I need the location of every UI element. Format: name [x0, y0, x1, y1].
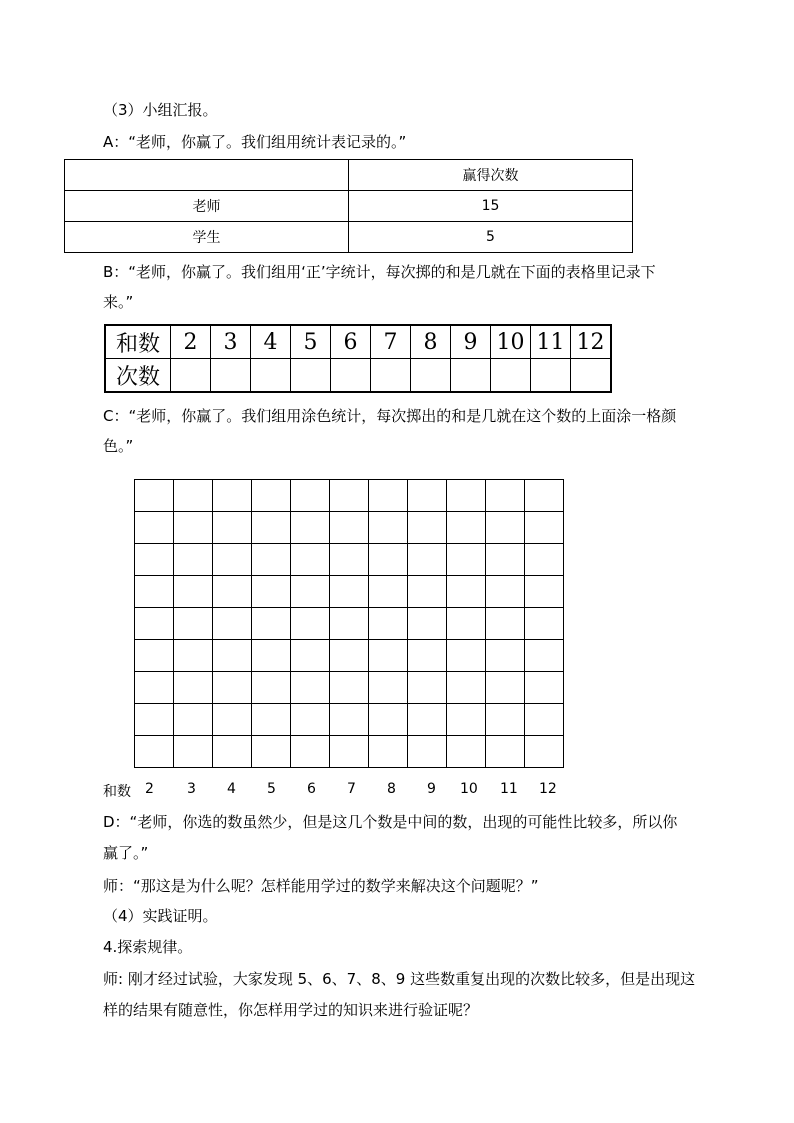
grid-cell — [252, 544, 291, 576]
grid-cell — [447, 672, 486, 704]
row-label: 学生 — [65, 222, 349, 253]
grid-cell — [525, 640, 564, 672]
grid-cell — [525, 512, 564, 544]
grid-cell — [447, 544, 486, 576]
grid-cell — [213, 608, 252, 640]
grid-cell — [369, 512, 408, 544]
table-row — [65, 222, 633, 253]
axis-value: 3 — [187, 781, 196, 797]
grid-cell — [252, 480, 291, 512]
grid-row — [135, 576, 564, 608]
grid-cell — [447, 480, 486, 512]
grid-cell — [486, 576, 525, 608]
count-cell — [251, 359, 291, 393]
axis-label: 和数 — [103, 784, 131, 800]
axis-value: 8 — [387, 781, 396, 797]
grid-cell — [408, 736, 447, 768]
grid-cell — [174, 480, 213, 512]
grid-cell — [369, 576, 408, 608]
grid-cell — [252, 704, 291, 736]
count-row-label: 次数 — [105, 359, 171, 393]
grid-cell — [135, 544, 174, 576]
grid-cell — [291, 672, 330, 704]
grid-cell — [369, 672, 408, 704]
grid-cell — [486, 480, 525, 512]
table-header-cell — [65, 160, 349, 191]
grid-cell — [369, 736, 408, 768]
table-header-cell: 赢得次数 — [349, 160, 633, 191]
axis-value: 12 — [539, 781, 557, 797]
grid-cell — [486, 736, 525, 768]
grid-cell — [408, 576, 447, 608]
groupA-table — [64, 159, 633, 253]
grid-cell — [291, 576, 330, 608]
groupA-text: A：“老师，你赢了。我们组用统计表记录的。” — [103, 133, 407, 151]
grid-cell — [447, 608, 486, 640]
grid-cell — [330, 736, 369, 768]
grid-cell — [135, 704, 174, 736]
axis-value: 4 — [227, 781, 236, 797]
grid-cell — [252, 736, 291, 768]
table-row — [105, 359, 611, 393]
section3-heading: （3）小组汇报。 — [103, 101, 218, 119]
grid-cell — [408, 640, 447, 672]
axis-value: 5 — [267, 781, 276, 797]
grid-cell — [213, 480, 252, 512]
grid-cell — [135, 480, 174, 512]
grid-cell — [174, 736, 213, 768]
grid-cell — [525, 544, 564, 576]
grid-cell — [330, 512, 369, 544]
grid-cell — [213, 640, 252, 672]
grid-cell — [408, 512, 447, 544]
axis-value: 10 — [460, 781, 478, 797]
sum-cell: 5 — [291, 325, 331, 359]
count-cell — [531, 359, 571, 393]
axis-value: 6 — [307, 781, 316, 797]
sum-cell: 2 — [171, 325, 211, 359]
grid-cell — [174, 672, 213, 704]
grid-cell — [135, 736, 174, 768]
groupC-line2: 色。” — [103, 437, 134, 455]
grid-cell — [525, 704, 564, 736]
grid-cell — [135, 608, 174, 640]
grid-cell — [447, 576, 486, 608]
grid-cell — [213, 512, 252, 544]
groupC-color-grid — [134, 479, 564, 768]
grid-cell — [330, 640, 369, 672]
groupD-line2: 赢了。” — [103, 844, 149, 862]
grid-cell — [486, 640, 525, 672]
row-value: 5 — [349, 222, 633, 253]
teacher-question: 师：“那这是为什么呢？怎样能用学过的数学来解决这个问题呢？” — [103, 877, 539, 895]
grid-cell — [525, 576, 564, 608]
sum-cell: 12 — [571, 325, 612, 359]
grid-cell — [291, 640, 330, 672]
grid-row — [135, 736, 564, 768]
grid-cell — [486, 672, 525, 704]
grid-cell — [525, 608, 564, 640]
sum-cell: 8 — [411, 325, 451, 359]
grid-cell — [174, 576, 213, 608]
sum-cell: 9 — [451, 325, 491, 359]
grid-cell — [252, 576, 291, 608]
grid-cell — [447, 512, 486, 544]
axis-value: 11 — [500, 781, 518, 797]
axis-value: 7 — [347, 781, 356, 797]
grid-cell — [525, 736, 564, 768]
table-row — [65, 191, 633, 222]
grid-cell — [291, 512, 330, 544]
groupC-line1: C：“老师，你赢了。我们组用涂色统计，每次掷出的和是几就在这个数的上面涂一格颜 — [103, 407, 677, 425]
grid-cell — [330, 704, 369, 736]
grid-cell — [291, 544, 330, 576]
grid-cell — [213, 736, 252, 768]
grid-cell — [369, 544, 408, 576]
grid-cell — [213, 672, 252, 704]
sum-cell: 10 — [491, 325, 531, 359]
groupD-line1: D：“老师，你选的数虽然少，但是这几个数是中间的数，出现的可能性比较多，所以你 — [103, 813, 678, 831]
grid-cell — [174, 640, 213, 672]
grid-cell — [252, 608, 291, 640]
sum-cell: 6 — [331, 325, 371, 359]
grid-cell — [135, 640, 174, 672]
grid-cell — [486, 608, 525, 640]
sum-cell: 4 — [251, 325, 291, 359]
grid-cell — [369, 608, 408, 640]
grid-cell — [369, 704, 408, 736]
grid-cell — [174, 544, 213, 576]
item4-heading: 4.探索规律。 — [103, 938, 193, 956]
grid-cell — [525, 480, 564, 512]
grid-row — [135, 672, 564, 704]
table-row — [65, 160, 633, 191]
count-cell — [411, 359, 451, 393]
count-cell — [491, 359, 531, 393]
grid-row — [135, 608, 564, 640]
count-cell — [451, 359, 491, 393]
grid-cell — [174, 704, 213, 736]
grid-cell — [369, 480, 408, 512]
row-value: 15 — [349, 191, 633, 222]
grid-cell — [135, 512, 174, 544]
section4-heading: （4）实践证明。 — [103, 907, 218, 925]
grid-cell — [291, 480, 330, 512]
table-row — [105, 325, 611, 359]
grid-cell — [291, 704, 330, 736]
grid-row — [135, 704, 564, 736]
count-cell — [211, 359, 251, 393]
grid-cell — [252, 640, 291, 672]
grid-row — [135, 640, 564, 672]
grid-cell — [447, 704, 486, 736]
grid-cell — [330, 576, 369, 608]
grid-cell — [369, 640, 408, 672]
grid-cell — [330, 608, 369, 640]
grid-row — [135, 544, 564, 576]
closing-line1: 师: 刚才经过试验，大家发现 5、6、7、8、9 这些数重复出现的次数比较多，但是出现这 — [103, 970, 696, 988]
grid-cell — [252, 672, 291, 704]
grid-cell — [213, 704, 252, 736]
grid-cell — [213, 576, 252, 608]
grid-cell — [135, 576, 174, 608]
grid-cell — [486, 544, 525, 576]
grid-row — [135, 480, 564, 512]
axis-value: 9 — [427, 781, 436, 797]
grid-cell — [486, 512, 525, 544]
sum-row-label: 和数 — [105, 325, 171, 359]
count-cell — [291, 359, 331, 393]
groupB-line1: B：“老师，你赢了。我们组用‘正’字统计，每次掷的和是几就在下面的表格里记录下 — [103, 263, 656, 281]
grid-cell — [291, 736, 330, 768]
grid-cell — [408, 672, 447, 704]
count-cell — [171, 359, 211, 393]
grid-cell — [330, 544, 369, 576]
grid-cell — [408, 480, 447, 512]
grid-cell — [447, 640, 486, 672]
grid-cell — [408, 544, 447, 576]
grid-cell — [252, 512, 291, 544]
grid-row — [135, 512, 564, 544]
grid-cell — [408, 704, 447, 736]
groupB-line2: 来。” — [103, 293, 134, 311]
grid-cell — [174, 512, 213, 544]
grid-cell — [174, 608, 213, 640]
count-cell — [571, 359, 612, 393]
grid-cell — [486, 704, 525, 736]
grid-cell — [447, 736, 486, 768]
axis-value: 2 — [145, 781, 154, 797]
count-cell — [331, 359, 371, 393]
sum-cell: 7 — [371, 325, 411, 359]
grid-cell — [213, 544, 252, 576]
sum-cell: 11 — [531, 325, 571, 359]
count-cell — [371, 359, 411, 393]
grid-cell — [135, 672, 174, 704]
grid-cell — [330, 672, 369, 704]
groupB-tally-table — [104, 324, 612, 393]
grid-cell — [525, 672, 564, 704]
grid-cell — [408, 608, 447, 640]
grid-cell — [291, 608, 330, 640]
closing-line2: 样的结果有随意性，你怎样用学过的知识来进行验证呢？ — [103, 1001, 479, 1019]
row-label: 老师 — [65, 191, 349, 222]
groupC-axis — [103, 781, 663, 801]
sum-cell: 3 — [211, 325, 251, 359]
grid-cell — [330, 480, 369, 512]
